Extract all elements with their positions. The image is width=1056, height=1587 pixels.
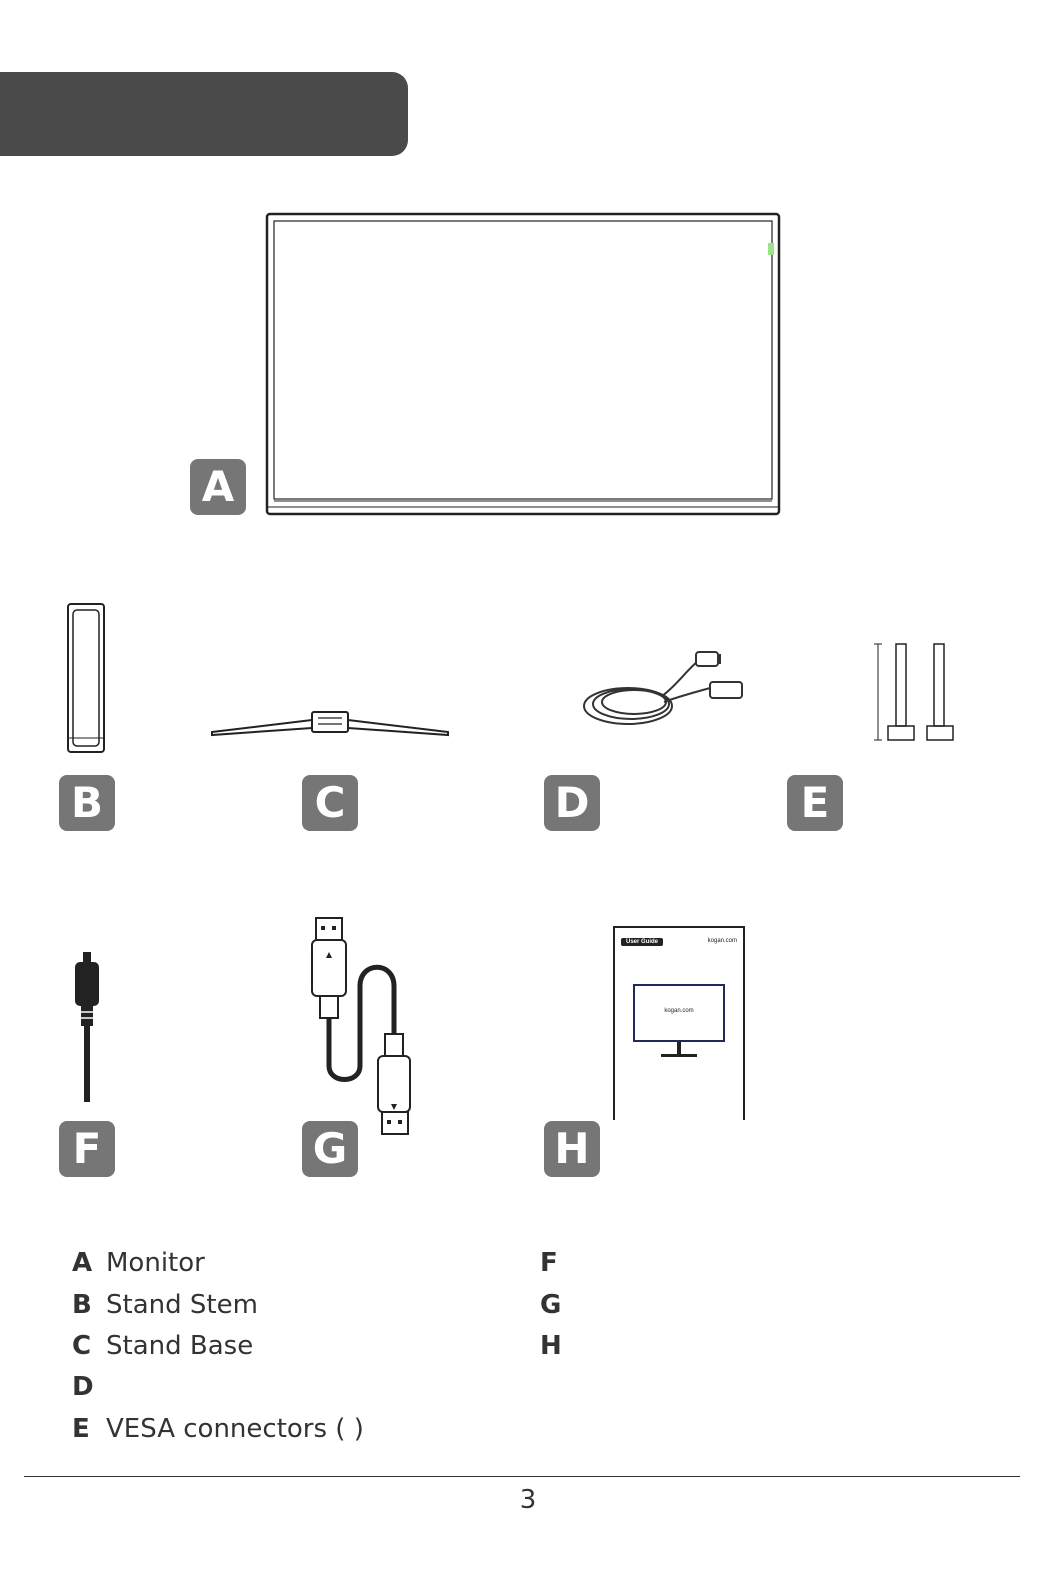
power-cable-illustration (576, 646, 752, 736)
list-item: D (72, 1372, 94, 1402)
badge-c: C (302, 775, 358, 831)
list-item: B Stand Stem (72, 1290, 258, 1320)
badge-b: B (59, 775, 115, 831)
parts-list-right (540, 1248, 940, 1368)
user-guide-brand: kogan.com (707, 938, 737, 944)
badge-g: G (302, 1121, 358, 1177)
stand-base-illustration (208, 704, 452, 744)
user-guide-monitor-picture (633, 984, 725, 1042)
parts-list-left (72, 1248, 492, 1448)
list-item: C Stand Base (72, 1331, 254, 1361)
badge-e: E (787, 775, 843, 831)
section-header-bar (0, 72, 408, 156)
user-guide-screen-brand: kogan.com (664, 1008, 694, 1014)
list-item: A Monitor (72, 1248, 205, 1278)
list-item: H (540, 1331, 562, 1361)
footer-divider (24, 1476, 1020, 1477)
badge-h: H (544, 1121, 600, 1177)
user-guide-monitor-base (661, 1054, 697, 1057)
list-item: G (540, 1290, 562, 1320)
user-guide-label: User Guide (621, 938, 663, 946)
badge-f: F (59, 1121, 115, 1177)
displayport-cable-illustration (306, 916, 412, 1140)
badge-d: D (544, 775, 600, 831)
monitor-illustration (264, 211, 782, 519)
stand-stem-illustration (62, 602, 110, 756)
vesa-connectors-illustration (868, 640, 960, 746)
badge-a: A (190, 459, 246, 515)
user-guide-illustration (613, 926, 745, 1120)
list-item: E VESA connectors ( ) (72, 1414, 364, 1444)
user-guide-monitor-stand (677, 1042, 681, 1054)
page-number: 3 (519, 1485, 537, 1515)
list-item: F (540, 1248, 558, 1278)
adapter-cable-illustration (70, 950, 104, 1104)
